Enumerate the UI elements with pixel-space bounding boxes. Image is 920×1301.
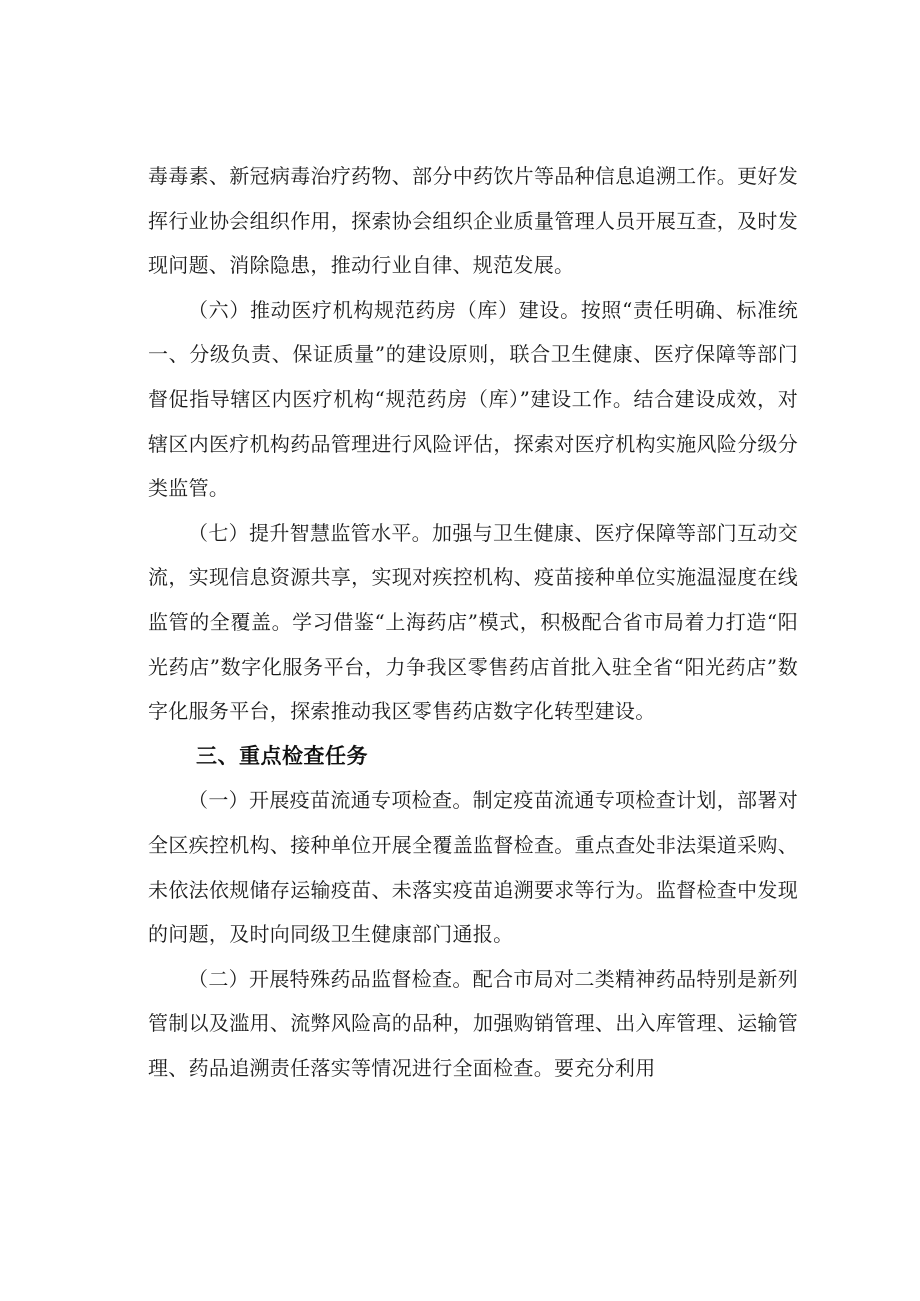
paragraph-section-7: （七）提升智慧监管水平。加强与卫生健康、医疗保障等部门互动交流，实现信息资源共享，实现对疾控机构、疫苗接种单位实施温湿度在线监管的全覆盖。学习借鉴“上海药店”模式，积极配合省市局着力打造“阳光药店”数字化服务平台，力争我区零售药店首批入驻全省“阳光药店”数字化服务平台，探索推动我区零售药店数字化转型建设。 [148, 520, 798, 724]
paragraph-section-6: （六）推动医疗机构规范药房（库）建设。按照“责任明确、标准统一、分级负责、保证质量”的建设原则，联合卫生健康、医疗保障等部门督促指导辖区内医疗机构“规范药房（库）”建设工作。结合建设成效，对辖区内医疗机构药品管理进行风险评估，探索对医疗机构实施风险分级分类监管。 [148, 297, 798, 501]
paragraph-continuation: 毒毒素、新冠病毒治疗药物、部分中药饮片等品种信息追溯工作。更好发挥行业协会组织作用，探索协会组织企业质量管理人员开展互查，及时发现问题、消除隐患，推动行业自律、规范发展。 [148, 164, 798, 278]
paragraph-task-1: （一）开展疫苗流通专项检查。制定疫苗流通专项检查计划，部署对全区疾控机构、接种单位开展全覆盖监督检查。重点查处非法渠道采购、未依法依规储存运输疫苗、未落实疫苗追溯要求等行为。监督检查中发现的问题，及时向同级卫生健康部门通报。 [148, 788, 798, 947]
section-heading: 三、重点检查任务 [196, 743, 368, 768]
paragraph-task-2: （二）开展特殊药品监督检查。配合市局对二类精神药品特别是新列管制以及滥用、流弊风险高的品种，加强购销管理、出入库管理、运输管理、药品追溯责任落实等情况进行全面检查。要充分利用 [148, 966, 798, 1080]
document-body [148, 154, 798, 1090]
